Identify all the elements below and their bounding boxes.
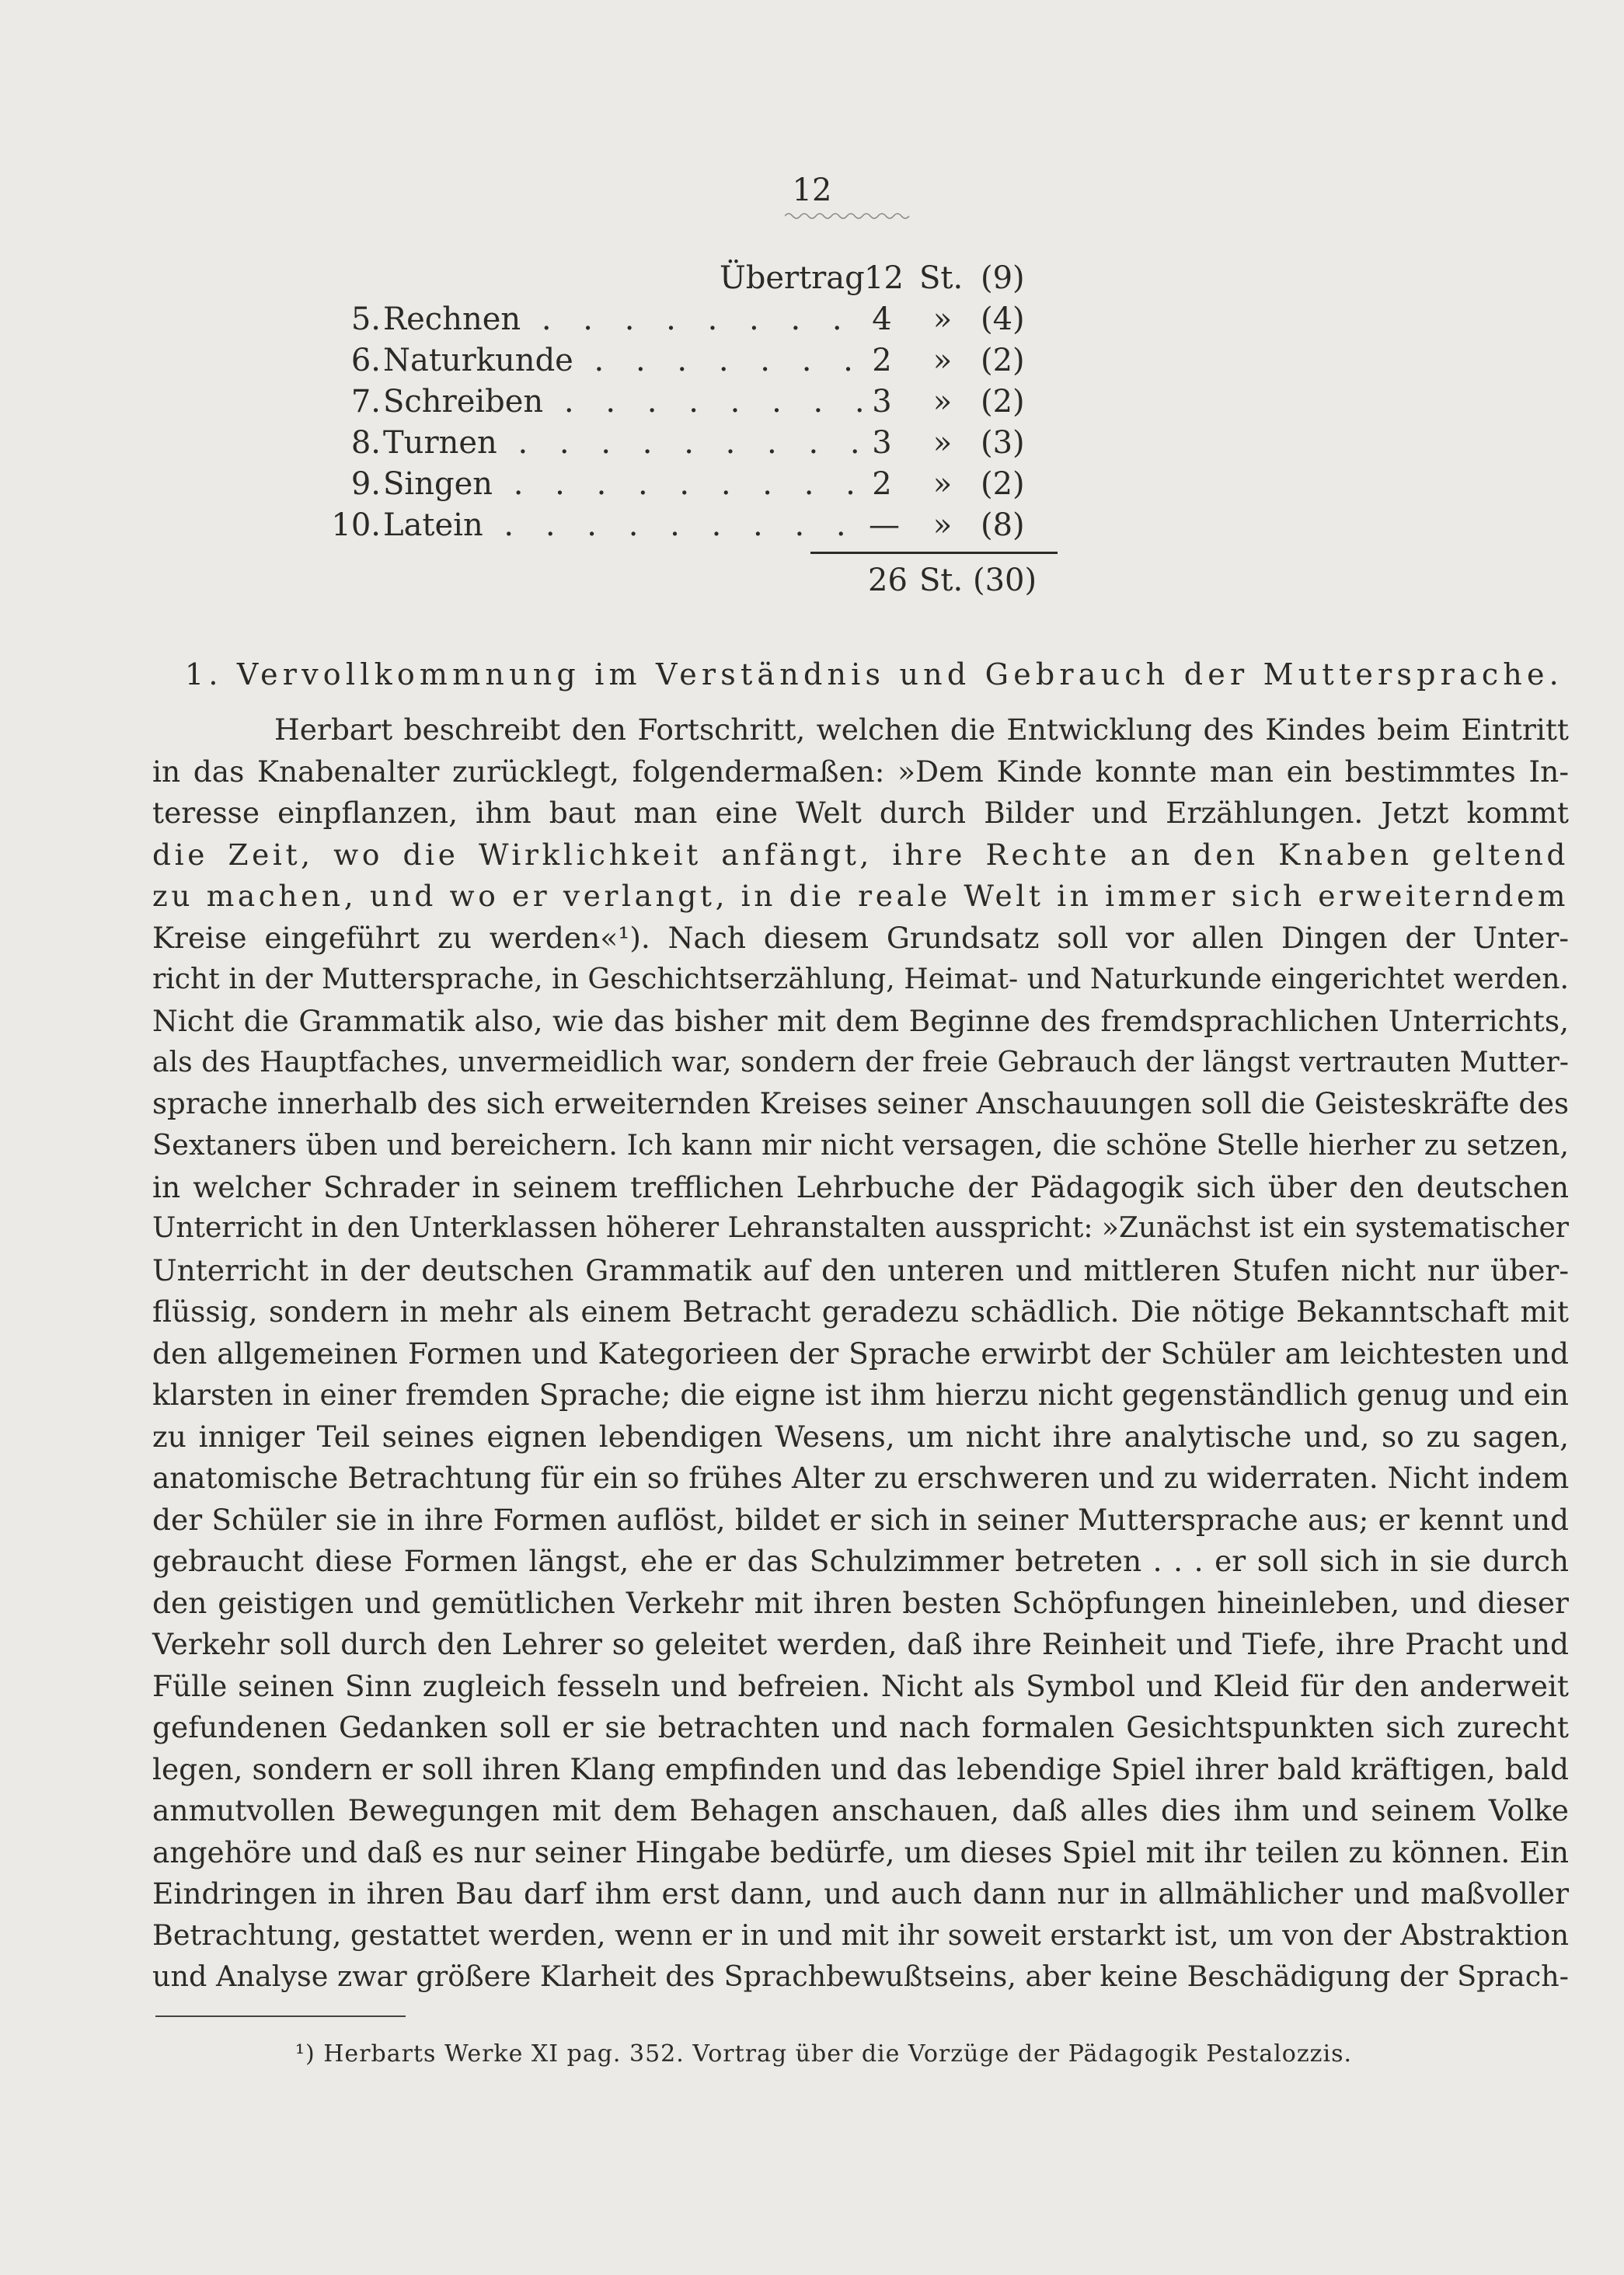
total-hours: 26 — [868, 563, 908, 598]
text-line: Sextaners üben und bereichern. Ich kann mir nicht versagen, die schöne Stelle hierher zu setzen, — [152, 1128, 1569, 1162]
carry-over-prev: (9) — [981, 260, 1025, 296]
text-line: Eindringen in ihren Bau darf ihm erst dann, und auch dann nur in allmählicher und maßvoller — [152, 1876, 1569, 1911]
row-unit: » — [932, 425, 953, 461]
row-subject: Latein . . . . . . . . . — [383, 507, 857, 543]
row-number: 8. — [350, 425, 381, 461]
row-prev: (4) — [981, 301, 1025, 337]
footnote: ¹) Herbarts Werke XI pag. 352. Vortrag über die Vorzüge der Pädagogik Pestalozzis. — [295, 2040, 1353, 2068]
text-line: gebraucht diese Formen längst, ehe er das Schulzimmer betreten . . . er soll sich in sie durch — [152, 1544, 1569, 1578]
row-prev: (2) — [981, 384, 1025, 420]
text-line: gefundenen Gedanken soll er sie betrachten und nach formalen Gesichtspunkten sich zurecht — [152, 1710, 1569, 1744]
page-number-ornament — [785, 210, 913, 219]
text-line: in das Knabenalter zurücklegt, folgendermaßen: »Dem Kinde konnte man ein bestimmtes In- — [152, 754, 1569, 789]
row-unit: » — [932, 384, 953, 420]
row-prev: (2) — [981, 466, 1025, 502]
text-line: Nicht die Grammatik also, wie das bisher mit dem Beginne des fremdsprachlichen Unterrichts, — [152, 1003, 1569, 1038]
page-number: 12 — [792, 172, 832, 208]
text-line: klarsten in einer fremden Sprache; die eigne ist ihm hierzu nicht gegenständlich genug und ein — [152, 1378, 1569, 1412]
row-prev: (3) — [981, 425, 1025, 461]
text-line: Kreise eingeführt zu werden«¹). Nach diesem Grundsatz soll vor allen Dingen der Unter- — [152, 920, 1569, 955]
row-subject: Singen . . . . . . . . . — [383, 466, 866, 502]
text-line: richt in der Muttersprache, in Geschichtserzählung, Heimat- und Naturkunde eingerichtet werden. — [152, 962, 1569, 995]
text-line: Unterricht in den Unterklassen höherer Lehranstalten ausspricht: »Zunächst ist ein systematischer — [152, 1212, 1569, 1244]
text-line: Herbart beschreibt den Fortschritt, welchen die Entwicklung des Kindes beim Eintritt — [274, 712, 1569, 747]
text-line: Verkehr soll durch den Lehrer so geleitet werden, daß ihre Reinheit und Tiefe, ihre Pracht und — [152, 1627, 1569, 1661]
row-number: 6. — [350, 343, 381, 378]
row-subject: Schreiben . . . . . . . . — [383, 384, 876, 420]
text-line: den geistigen und gemütlichen Verkehr mit ihren besten Schöpfungen hineinleben, und dieser — [152, 1585, 1569, 1620]
text-line: Fülle seinen Sinn zugleich fesseln und befreien. Nicht als Symbol und Kleid für den anderweit — [152, 1668, 1569, 1703]
total-prev: (30) — [973, 563, 1037, 598]
text-line: legen, sondern er soll ihren Klang empfinden und das lebendige Spiel ihrer bald kräftigen, bald — [152, 1751, 1569, 1786]
text-line: anmutvollen Bewegungen mit dem Behagen anschauen, daß alles dies ihm und seinem Volke — [152, 1793, 1569, 1827]
row-unit: » — [932, 343, 953, 378]
row-unit: » — [932, 466, 953, 502]
text-line: angehöre und daß es nur seiner Hingabe bedürfe, um dieses Spiel mit ihr teilen zu können. Ein — [152, 1834, 1569, 1869]
row-hours: 3 — [872, 425, 892, 461]
text-line: teresse einpflanzen, ihm baut man eine Welt durch Bilder und Erzählungen. Jetzt kommt — [152, 796, 1569, 830]
row-number: 7. — [350, 384, 381, 420]
carry-over-unit: St. — [919, 260, 964, 296]
text-line: der Schüler sie in ihre Formen auflöst, bildet er sich in seiner Muttersprache aus; er kennt und — [152, 1502, 1569, 1537]
text-line: zu machen, und wo er verlangt, in die reale Welt in immer sich erweiterndem — [152, 879, 1569, 913]
row-number: 5. — [350, 301, 381, 337]
text-line: sprache innerhalb des sich erweiternden Kreises seiner Anschauungen soll die Geisteskräfte des — [152, 1086, 1569, 1120]
row-subject: Turnen . . . . . . . . . — [383, 425, 871, 461]
row-number: 10. — [331, 507, 381, 543]
text-line: Unterricht in der deutschen Grammatik auf den unteren und mittleren Stufen nicht nur über- — [152, 1252, 1569, 1287]
row-unit: » — [932, 507, 953, 543]
row-number: 9. — [350, 466, 381, 502]
text-line: flüssig, sondern in mehr als einem Betracht geradezu schädlich. Die nötige Bekanntschaft mit — [152, 1294, 1569, 1329]
text-line: als des Hauptfaches, unvermeidlich war, sondern der freie Gebrauch der längst vertrauten Mutter- — [152, 1045, 1569, 1078]
total-unit: St. — [919, 563, 964, 598]
row-hours: 2 — [872, 343, 892, 378]
carry-over-hours: 12 — [864, 260, 904, 296]
footnote-rule — [155, 2015, 406, 2017]
text-line: zu inniger Teil seines eignen lebendigen Wesens, um nicht ihre analytische und, so zu sagen, — [152, 1419, 1569, 1454]
text-line: in welcher Schrader in seinem trefflichen Lehrbuche der Pädagogik sich über den deutschen — [152, 1169, 1569, 1204]
row-hours: — — [869, 507, 900, 543]
row-prev: (8) — [981, 507, 1025, 543]
text-line: und Analyse zwar größere Klarheit des Sprachbewußtseins, aber keine Beschädigung der Sprach- — [152, 1960, 1569, 1993]
section-heading: 1. Vervollkommnung im Verständnis und Gebrauch der Muttersprache. — [185, 657, 1563, 692]
row-prev: (2) — [981, 343, 1025, 378]
sum-rule — [810, 552, 1058, 554]
text-line: anatomische Betrachtung für ein so frühes Alter zu erschweren und zu widerraten. Nicht indem — [152, 1461, 1570, 1495]
row-hours: 2 — [872, 466, 892, 502]
text-line: Betrachtung, gestattet werden, wenn er in und mit ihr soweit erstarkt ist, um von der Abstraktion — [152, 1918, 1569, 1952]
text-line: die Zeit, wo die Wirklichkeit anfängt, ihre Rechte an den Knaben geltend — [152, 837, 1569, 872]
row-subject: Naturkunde . . . . . . . — [383, 343, 864, 378]
text-line: den allgemeinen Formen und Kategorieen der Sprache erwirbt der Schüler am leichtesten und — [152, 1336, 1569, 1371]
row-hours: 4 — [872, 301, 892, 337]
row-unit: » — [932, 301, 953, 337]
row-hours: 3 — [872, 384, 892, 420]
carry-over-label: Übertrag — [720, 260, 865, 296]
row-subject: Rechnen . . . . . . . . — [383, 301, 853, 337]
